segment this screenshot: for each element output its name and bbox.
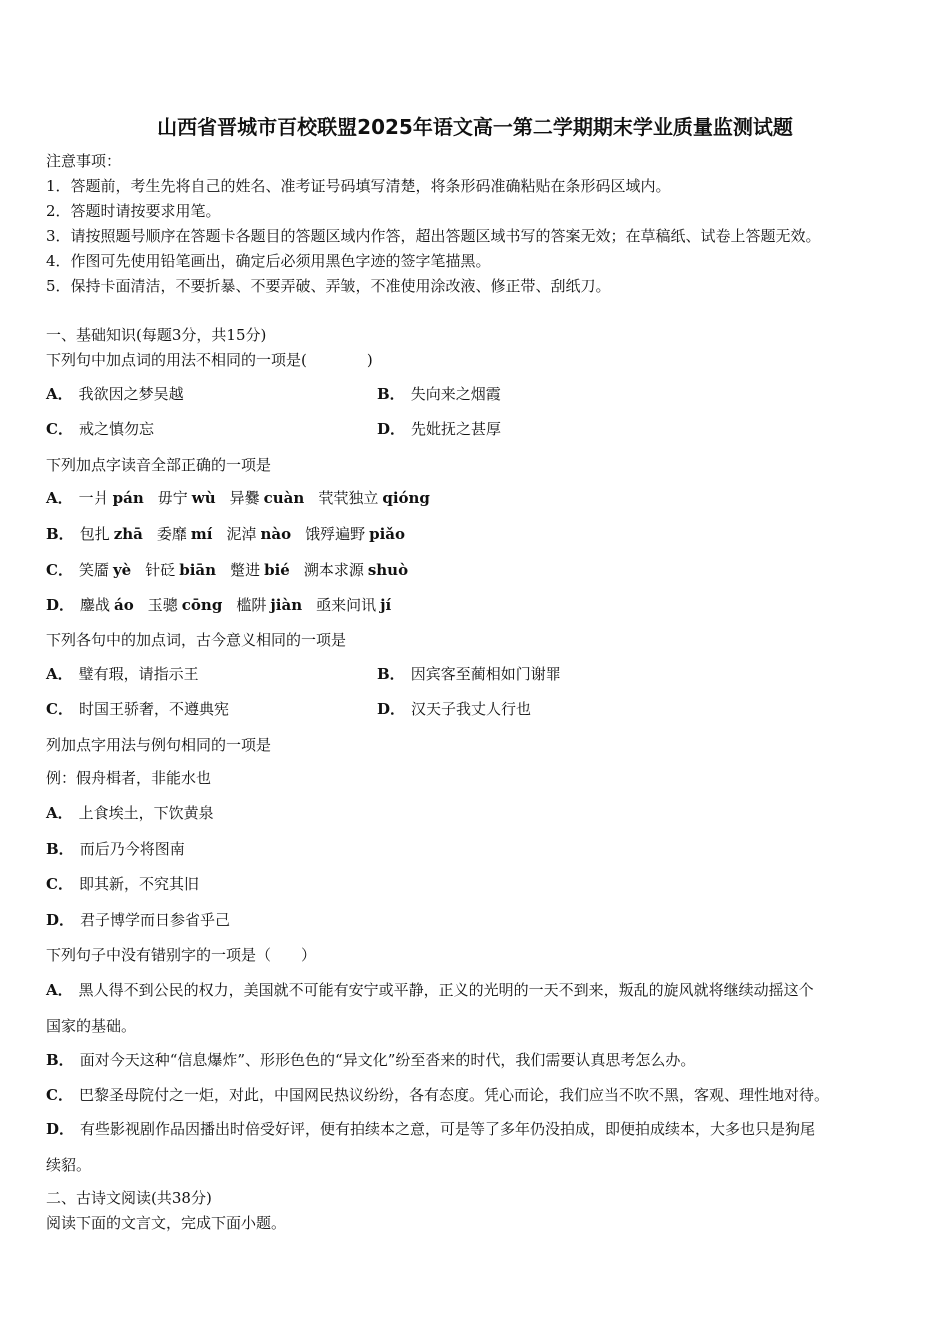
section2-intro: 阅读下面的文言文，完成下面小题。 — [46, 1214, 287, 1232]
q5-option-a — [46, 980, 814, 1000]
word: 包扎 — [79, 525, 110, 543]
option-label: A． — [46, 804, 73, 822]
q5-option-c — [46, 1085, 829, 1105]
option-label: A． — [46, 665, 73, 683]
option-label: A． — [46, 385, 73, 403]
pinyin: yè — [112, 561, 132, 579]
section1-heading: 一、基础知识(每题3分，共15分) — [46, 326, 267, 344]
notice-item: 4．作图可先使用铅笔画出，确定后必须用黑色字迹的签字笔描黑。 — [46, 252, 491, 270]
word: 蹩进 — [230, 561, 261, 579]
word: 委靡 — [156, 525, 187, 543]
q5-option-b — [46, 1050, 695, 1070]
q3-stem: 下列各句中的加点词，古今意义相同的一项是 — [46, 631, 347, 649]
option-text: 而后乃今将图南 — [79, 840, 185, 858]
pinyin: nào — [260, 525, 292, 543]
pinyin: jí — [380, 596, 392, 614]
q1-option-a — [46, 384, 184, 404]
option-label: B． — [377, 385, 405, 403]
word: 一爿 — [78, 489, 109, 507]
word: 泥淖 — [226, 525, 257, 543]
option-text: 君子博学而日参省乎己 — [80, 911, 231, 929]
notice-item: 5．保持卡面清洁，不要折暴、不要弄破、弄皱，不准使用涂改液、修正带、刮纸刀。 — [46, 277, 611, 295]
word: 亟来问讯 — [316, 596, 377, 614]
option-text: 黑人得不到公民的权力，美国就不可能有安宁或平静，正义的光明的一天不到来，叛乱的旋风就将继续动摇这个 — [78, 981, 814, 999]
pinyin: mí — [190, 525, 213, 543]
option-label: C． — [46, 561, 73, 579]
page-title: 山西省晋城市百校联盟2025年语文高一第二学期期末学业质量监测试题 — [157, 115, 793, 139]
q3-option-d — [377, 699, 531, 719]
pinyin: qióng — [382, 489, 430, 507]
q2-option-b — [46, 524, 419, 544]
q4-stem: 列加点字用法与例句相同的一项是 — [46, 736, 272, 754]
pinyin: áo — [114, 596, 134, 614]
notice-item: 1．答题前，考生先将自己的姓名、准考证号码填写清楚，将条形码准确粘贴在条形码区域内。 — [46, 177, 671, 195]
option-label: B． — [377, 665, 405, 683]
option-label: A． — [46, 489, 73, 507]
word: 玉骢 — [147, 596, 178, 614]
option-text: 失向来之烟霞 — [410, 385, 501, 403]
option-label: B． — [46, 1051, 74, 1069]
option-label: C． — [46, 420, 73, 438]
notice-heading: 注意事项： — [46, 152, 122, 170]
option-text: 汉天子我丈人行也 — [411, 700, 532, 718]
option-label: C． — [46, 1086, 73, 1104]
q1-option-d — [377, 419, 501, 439]
pinyin: cōng — [181, 596, 223, 614]
word: 鏖战 — [80, 596, 111, 614]
pinyin: zhā — [113, 525, 143, 543]
option-label: D． — [377, 420, 406, 438]
option-text: 因宾客至蔺相如门谢罪 — [410, 665, 561, 683]
option-text: 时国王骄奢，不遵典宪 — [78, 700, 229, 718]
word: 毋宁 — [157, 489, 188, 507]
pinyin: bié — [264, 561, 290, 579]
option-text: 即其新，不究其旧 — [78, 875, 199, 893]
word: 茕茕独立 — [318, 489, 379, 507]
q5-stem: 下列句子中没有错别字的一项是（ ） — [46, 946, 317, 964]
option-text: 我欲因之梦吴越 — [78, 385, 184, 403]
pinyin: pán — [112, 489, 144, 507]
option-text: 上食埃土，下饮黄泉 — [78, 804, 214, 822]
pinyin: wù — [191, 489, 216, 507]
q2-option-a — [46, 488, 444, 508]
q1-option-b — [377, 384, 501, 404]
option-label: D． — [46, 596, 75, 614]
q4-option-d — [46, 910, 230, 930]
pinyin: piǎo — [369, 525, 406, 543]
option-text: 戒之慎勿忘 — [78, 420, 154, 438]
q1-stem: 下列句中加点词的用法不相同的一项是( ) — [46, 351, 373, 369]
word: 异爨 — [229, 489, 260, 507]
option-text: 璧有瑕，请指示王 — [78, 665, 199, 683]
q5-option-d — [46, 1119, 815, 1139]
q3-option-c — [46, 699, 229, 719]
q3-option-b — [377, 664, 561, 684]
option-label: C． — [46, 700, 73, 718]
q4-example: 例：假舟楫者，非能水也 — [46, 769, 212, 787]
option-label: D． — [377, 700, 406, 718]
option-text: 面对今天这种“信息爆炸”、形形色色的“异文化”纷至沓来的时代，我们需要认真思考怎么办。 — [79, 1051, 696, 1069]
notice-item: 2．答题时请按要求用笔。 — [46, 202, 221, 220]
pinyin: shuò — [367, 561, 409, 579]
q5-option-d-cont: 续貂。 — [46, 1156, 92, 1174]
q2-option-c — [46, 560, 422, 580]
option-text: 有些影视剧作品因播出时倍受好评，便有拍续本之意，可是等了多年仍没拍成，即便拍成续本，大多也只是狗尾 — [80, 1120, 816, 1138]
word: 溯本求源 — [303, 561, 364, 579]
pinyin: jiàn — [270, 596, 303, 614]
q3-option-a — [46, 664, 199, 684]
q2-stem: 下列加点字读音全部正确的一项是 — [46, 456, 272, 474]
word: 饿殍遍野 — [305, 525, 366, 543]
word: 针砭 — [145, 561, 176, 579]
pinyin: cuàn — [263, 489, 305, 507]
section2-heading: 二、古诗文阅读(共38分) — [46, 1189, 212, 1207]
q4-option-a — [46, 803, 214, 823]
option-label: A． — [46, 981, 73, 999]
q4-option-c — [46, 874, 199, 894]
pinyin: biān — [179, 561, 217, 579]
word: 槛阱 — [236, 596, 267, 614]
q5-option-a-cont: 国家的基础。 — [46, 1017, 137, 1035]
option-label: D． — [46, 1120, 75, 1138]
option-text: 巴黎圣母院付之一炬，对此，中国网民热议纷纷，各有态度。凭心而论，我们应当不吹不黑，客观、理性地对待。 — [78, 1086, 829, 1104]
q2-option-d — [46, 595, 405, 615]
option-label: D． — [46, 911, 75, 929]
word: 笑靥 — [78, 561, 109, 579]
notice-item: 3．请按照题号顺序在答题卡各题目的答题区域内作答，超出答题区域书写的答案无效；在草稿纸、试卷上答题无效。 — [46, 227, 821, 245]
option-label: C． — [46, 875, 73, 893]
option-label: B． — [46, 525, 74, 543]
q4-option-b — [46, 839, 185, 859]
option-text: 先妣抚之甚厚 — [411, 420, 502, 438]
option-label: B． — [46, 840, 74, 858]
q1-option-c — [46, 419, 154, 439]
